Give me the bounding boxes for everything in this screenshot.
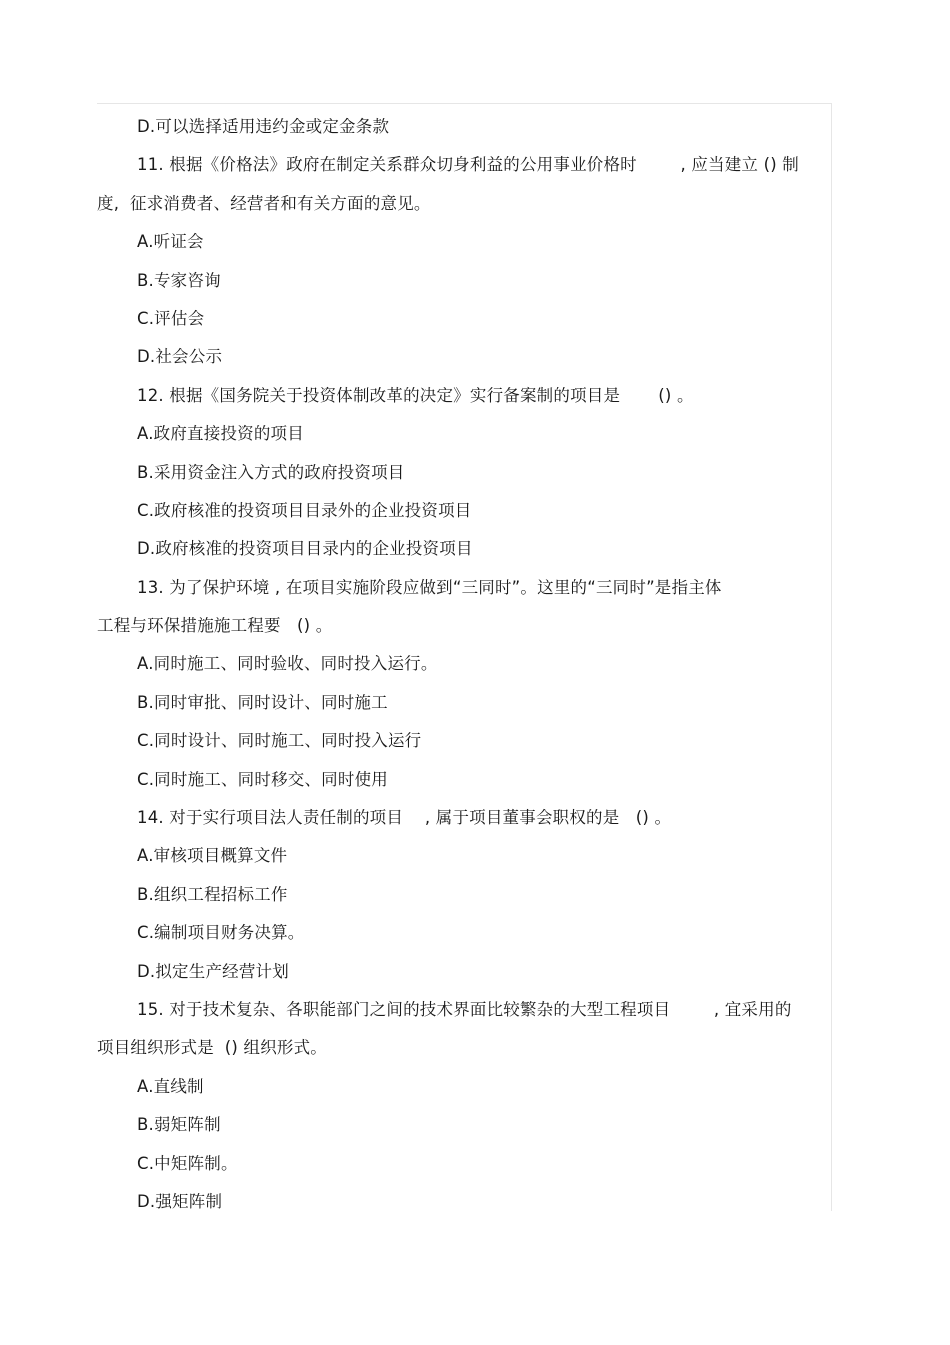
option-line: D.拟定生产经营计划 bbox=[137, 961, 289, 981]
document-body bbox=[97, 108, 829, 1221]
option-line: C.同时设计、同时施工、同时投入运行 bbox=[137, 731, 422, 751]
question-continuation: 度, 征求消费者、经营者和有关方面的意见。 bbox=[97, 193, 431, 213]
option-line: D.可以选择适用违约金或定金条款 bbox=[137, 117, 390, 136]
question-line: 12. 根据《国务院关于投资体制改革的决定》实行备案制的项目是 () 。 bbox=[137, 385, 694, 405]
option-line: A.听证会 bbox=[137, 232, 204, 252]
option-line: B.采用资金注入方式的政府投资项目 bbox=[137, 462, 405, 482]
question-continuation: 项目组织形式是 () 组织形式。 bbox=[97, 1038, 328, 1058]
option-line: C.政府核准的投资项目目录外的企业投资项目 bbox=[137, 500, 472, 520]
option-line: B.专家咨询 bbox=[137, 270, 221, 290]
option-line: A.审核项目概算文件 bbox=[137, 846, 288, 866]
option-line: B.组织工程招标工作 bbox=[137, 884, 288, 904]
option-line: D.政府核准的投资项目目录内的企业投资项目 bbox=[137, 539, 473, 559]
question-line: 11. 根据《价格法》政府在制定关系群众切身利益的公用事业价格时 , 应当建立 () 制 bbox=[137, 155, 799, 175]
option-line: A.同时施工、同时验收、同时投入运行。 bbox=[137, 654, 438, 674]
option-line: D.社会公示 bbox=[137, 347, 223, 367]
question-line: 14. 对于实行项目法人责任制的项目 , 属于项目董事会职权的是 () 。 bbox=[137, 808, 672, 828]
question-continuation: 工程与环保措施施工程要 () 。 bbox=[97, 616, 333, 636]
option-line: B.弱矩阵制 bbox=[137, 1115, 221, 1135]
question-line: 13. 为了保护环境 , 在项目实施阶段应做到“三同时”。这里的“三同时”是指主体 bbox=[137, 577, 722, 597]
option-line: D.强矩阵制 bbox=[137, 1191, 223, 1211]
option-line: A.直线制 bbox=[137, 1076, 204, 1096]
option-line: C.评估会 bbox=[137, 308, 205, 328]
question-line: 15. 对于技术复杂、各职能部门之间的技术界面比较繁杂的大型工程项目 , 宜采用的 bbox=[137, 999, 792, 1019]
option-line: B.同时审批、同时设计、同时施工 bbox=[137, 692, 388, 712]
option-line: C.编制项目财务决算。 bbox=[137, 923, 305, 943]
option-line: A.政府直接投资的项目 bbox=[137, 424, 304, 444]
option-line: C.同时施工、同时移交、同时使用 bbox=[137, 769, 388, 789]
option-line: C.中矩阵制。 bbox=[137, 1153, 238, 1173]
